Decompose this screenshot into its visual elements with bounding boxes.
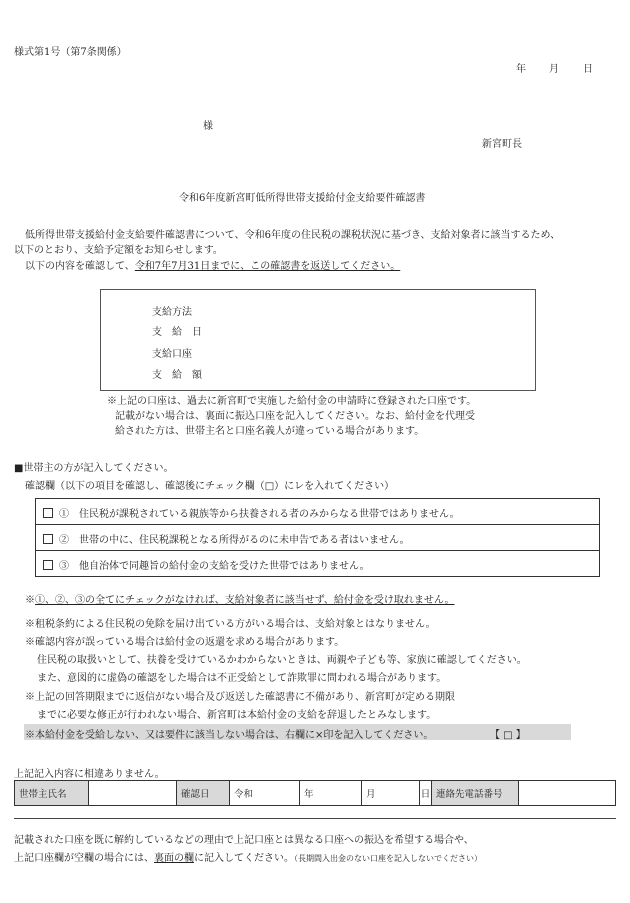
footer-small-note: （長期間入出金のない口座を記入しないでください） xyxy=(294,854,482,863)
reverse-side-reference: 裏面の欄 xyxy=(154,853,194,864)
checkbox-icon[interactable] xyxy=(43,560,53,570)
check-item-2[interactable] xyxy=(43,531,410,546)
checkbox-icon[interactable] xyxy=(43,534,53,544)
year-field[interactable] xyxy=(300,781,362,805)
footer-line-2 xyxy=(14,849,482,864)
confirm-statement: 上記記入内容に相違ありません。 xyxy=(14,769,165,780)
footer-line-2-suffix: に記入してください。 xyxy=(194,853,294,864)
account-note-line-2: 記載がない場合は、裏面に振込口座を記入してください。なお、給付金を代理受 xyxy=(115,411,475,422)
note-line-1: ※租税条約による住民税の免除を届け出ている方がいる場合は、支給対象とはなりません。 xyxy=(25,619,436,630)
date-day-label: 日 xyxy=(583,64,593,75)
eligibility-warning xyxy=(25,591,455,606)
footer-line-2-prefix: 上記口座欄が空欄の場合には、 xyxy=(14,853,154,864)
check-item-1[interactable] xyxy=(43,505,460,520)
check-item-2-label: ② 世帯の中に、住民税課税となる所得がるのに未申告である者はいません。 xyxy=(59,535,410,546)
phone-field[interactable] xyxy=(519,781,615,805)
section-heading: ■世帯主の方が記入してください。 xyxy=(14,463,174,474)
document-title: 令和6年度新宮町低所得世帯支援給付金支給要件確認書 xyxy=(179,193,426,204)
intro-line-3 xyxy=(25,257,400,272)
era-label: 令和 xyxy=(234,789,254,800)
note-line-2: ※確認内容が誤っている場合は給付金の返還を求める場合があります。 xyxy=(25,637,345,648)
note-line-5: ※上記の回答期限までに返信がない場合及び返送した確認書に不備があり、新宮町が定める期限 xyxy=(25,692,455,703)
check-item-1-label: ① 住民税が課税されている親族等から扶養される者のみからなる世帯ではありません。 xyxy=(59,509,460,520)
date-year-label: 年 xyxy=(516,64,526,75)
intro-line-2: 以下のとおり、支給予定額をお知らせします。 xyxy=(14,245,223,256)
householder-name-field[interactable] xyxy=(89,781,177,805)
date-month-label: 月 xyxy=(549,64,559,75)
confirm-date-label: 確認日 xyxy=(177,781,230,805)
phone-label: 連絡先電話番号 xyxy=(432,781,519,805)
month-label: 月 xyxy=(366,789,376,800)
payment-account-label: 支給口座 xyxy=(152,349,192,360)
month-field[interactable] xyxy=(362,781,420,805)
intro-line-1: 低所得世帯支援給付金支給要件確認書について、令和6年度の住民税の課税状況に基づき、支給対象者に該当するため、 xyxy=(25,230,561,241)
footer-line-1: 記載された口座を既に解約しているなどの理由で上記口座とは異なる口座への振込を希望する場合や、 xyxy=(14,835,474,846)
opt-out-text: ※本給付金を受給しない、又は要件に該当しない場合は、右欄に×印を記入してください。 xyxy=(25,730,434,741)
warning-text: ①、②、③の全てにチェックがなければ、支給対象者に該当せず、給付金を受け取れません。 xyxy=(35,595,455,606)
account-note-line-1: ※上記の口座は、過去に新宮町で実施した給付金の申請時に登録された口座です。 xyxy=(107,396,477,407)
check-item-3[interactable] xyxy=(43,557,370,572)
payment-date-label: 支 給 日 xyxy=(152,327,202,338)
section-instruction: 確認欄（以下の項目を確認し、確認後にチェック欄（□）にレを入れてください） xyxy=(25,481,395,492)
check-item-3-label: ③ 他自治体で同趣旨の給付金の支給を受けた世帯ではありません。 xyxy=(59,561,370,572)
form-number: 様式第1号（第7条関係） xyxy=(14,47,127,58)
return-deadline: 令和7年7月31日までに、この確認書を返送してください。 xyxy=(134,261,401,272)
year-label: 年 xyxy=(304,789,314,800)
opt-out-checkbox[interactable]: 【 □ 】 xyxy=(490,730,526,741)
householder-name-label: 世帯主氏名 xyxy=(15,781,89,805)
payment-amount-label: 支 給 額 xyxy=(152,370,202,381)
payment-method-label: 支給方法 xyxy=(152,307,192,318)
checklist-divider xyxy=(35,524,600,525)
intro-line-3-prefix: 以下の内容を確認して、 xyxy=(25,261,135,272)
footer-divider xyxy=(14,818,616,819)
checkbox-icon[interactable] xyxy=(43,508,53,518)
note-line-4: また、意図的に虚偽の確認をした場合は不正受給として詐欺罪に問われる場合があります。 xyxy=(37,673,447,684)
warning-prefix: ※ xyxy=(25,595,35,606)
addressee-suffix: 様 xyxy=(203,121,213,132)
note-line-6: までに必要な修正が行われない場合、新宮町は本給付金の支給を辞退したとみなします。 xyxy=(37,710,437,721)
checklist-divider xyxy=(35,550,600,551)
confirmation-table xyxy=(14,780,616,806)
day-label: 日 xyxy=(420,781,432,805)
note-line-3: 住民税の取扱いとして、扶養を受けているかわからないときは、両親や子ども等、家族に確認してください。 xyxy=(37,655,527,666)
era-field[interactable] xyxy=(230,781,300,805)
account-note-line-3: 給された方は、世帯主名と口座名義人が違っている場合があります。 xyxy=(115,426,425,437)
sender-name: 新宮町長 xyxy=(482,139,522,150)
